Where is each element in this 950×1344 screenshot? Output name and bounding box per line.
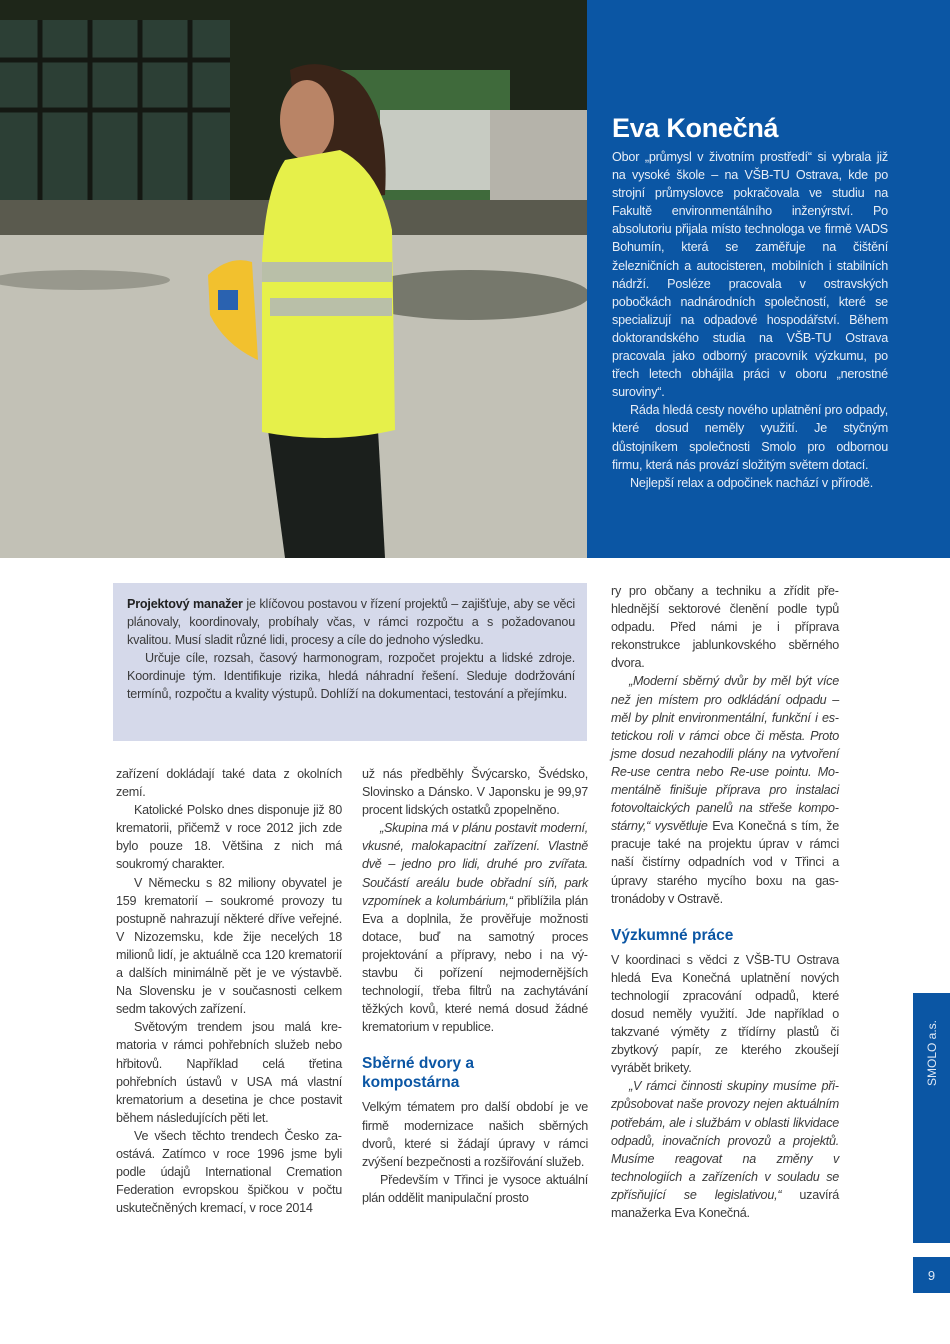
info-box-paragraph: Určuje cíle, rozsah, časový harmonogram, rozpočet projektu a lidské zdroje. Koordinuje tým. Identifikuje rizika, hledá náhradní řešení. Sleduje dodržování termínů, rozpočtu a kvality výstupů. Dohlíží na dokumentaci, testování a přejímku. [127,651,575,702]
quote-attribution: přiblížila plán Eva a doplnila, že prověřuje možnosti dotace, buď na samotný proces projektování a přípravy, nebo i na výstavbu či pořízení nejmodernějších technologií, třeba filtrů na zachytávání těžkých kovů, které nemá dosud žádné krematorium v republice. [362,893,588,1035]
bio-paragraph: Ráda hledá cesty nového uplatnění pro odpady, které dosud neměly využití. Je styčným důstojníkem společnosti Smolo pro odbornou firmu, která nás provází složitým světem dotací. [612,403,888,472]
quote-attribution: uzavírá manažerka Eva Konečná. [611,1187,839,1220]
paragraph: ry pro občany a techniku a zřídit přehlednější sektorové členění podle typů odpadu. Před námi je i příprava rekonstrukce jablunkovského sběrného dvora. [611,584,839,671]
page-number: 9 [913,1257,950,1293]
quote: „Moderní sběrný dvůr by měl být více než jen místem pro odkládání odpadu – měl by plnit environmentální, funkční i estetickou roli v rámci obce či města. Proto jsme dosud nezahodili plány na vytvoření Re-use centra nebo Re-use pointu. Momentálně finišuje příprava pro instalaci fotovoltaických panelů na střeše kompostárny,“ vysvětluje [611,674,839,834]
paragraph [362,819,588,1036]
info-box-lead-rest: je klíčovou postavou v řízení projektů – zajišťuje, aby se věci plánovaly, koordinovaly, probíhaly včas, v rámci rozpočtu a s požadovanou kvalitou. Musí sladit různé lidi, procesy a cíle do jednoho výsledku. [127,597,575,648]
paragraph: Světovým trendem jsou malá krematoria v rámci pohřebních služeb nebo hřbitovů. Například celá třetina pohřebních ústavů v USA má vlastní krematorium a desetina je chce postavit během následujících pěti let. [116,1020,342,1125]
paragraph [611,1077,839,1222]
paragraph: Katolické Polsko dnes disponuje již 80 krematorii, přičemž v roce 2012 jich zde bylo pouze 18. Většina z nich má soukromý charakter. [116,803,342,872]
side-tab-label: SMOLO a.s. [924,1019,939,1087]
quote-attribution: Eva Konečná s tím, že pracuje také na projektu úprav v rámci naší čistírny odpadních vod v Třinci a úpravy starého mycího boxu na gastronádoby v Ostravě. [611,819,839,906]
paragraph: zařízení dokládají také data z okolních zemí. [116,767,342,800]
paragraph: V koordinaci s vědci z VŠB-TU Ostrava hledá Eva Konečná uplatnění nových technologií zpracování odpadů, které dosud neměly využití. Jde například o takzvané výměty z třídírny plastů či zbytkový papír, ze kterého zkoušejí vyrábět brikety. [611,952,839,1076]
article-column-2 [362,765,588,1207]
section-heading: Výzkumné práce [611,926,734,944]
article-column-1 [116,765,342,1217]
bio-paragraph: Obor „průmysl v životním prostředí“ si vybrala již na vysoké škole – na VŠB-TU Ostrava, kde po strojní průmyslovce pokračovala ve studiu na Fakultě environmentálního inženýrství. Po absolutoriu přijala místo technologa ve firmě VADS Bohumín, která se zaměřuje na čištění železničních a autocisteren, mobilních i stabilních nádrží. Posléze pracovala v ostravských pobočkách nadnárodních společností, které se specializují na odpadové hospodářství. Během doktorandského studia na VŠB-TU Ostrava pracovala jako odborný pracovník výzkumu, po třech letech obhájila práci v oboru „nerostné suroviny“. [612,150,888,400]
paragraph: V Německu s 82 miliony obyvatel je 159 krematorií – soukromé provozy tu postupně nahrazují některé dříve veřejné. V Nizozemsku, kde žije necelých 18 milionů lidí, je aktuálně cca 120 krematorií a dalších minimálně pět je ve výstavbě. Na Slovensku je v současnosti celkem sedm takových zařízení. [116,875,342,1017]
reflective-stripe-2 [270,298,392,316]
paragraph [611,672,839,907]
info-box-paragraph [127,595,575,649]
reflective-stripe-1 [262,262,392,282]
hi-vis-jacket [262,150,395,438]
bio-text [612,148,888,492]
trousers [268,430,385,558]
article-column-3 [611,582,839,1222]
quote: „V rámci činnosti skupiny musíme přizpůsobovat naše provozy nejen aktuálním potřebám, ale i službám v oblasti likvidace odpadů, inovačních provozů a projektů. Musíme reagovat na změny v technologiích a zařízeních v souladu se zpřísňující se legislativou,“ [611,1079,839,1202]
bio-paragraph: Nejlepší relax a odpočinek nachází v přírodě. [630,475,874,490]
section-side-tab [913,993,950,1243]
bio-title: Eva Konečná [612,113,779,143]
hard-hat-logo [218,290,238,310]
photo-illustration [0,0,587,558]
paragraph: Především v Třinci je vysoce aktuální plán oddělit manipulační prosto [362,1172,588,1205]
info-box-text [127,595,575,704]
face [280,80,334,160]
paragraph: Ve všech těchto trendech Česko zaostává. Zatímco v roce 1996 jsme byli podle údajů International Cremation Federation evropskou špičkou v počtu uskutečněných kremací, v roce 2014 [116,1128,342,1216]
paragraph: Velkým tématem pro další období je ve firmě modernizace našich sběrných dvorů, které si žádají úpravy v rámci zvýšení bezpečnosti a rozšiřování služeb. [362,1100,588,1169]
paragraph: už nás předběhly Švýcarsko, Švédsko, Slovinsko a Dánsko. V Japonsku je 99,97 procent lidských ostatků zpopelněno. [362,767,588,818]
quote: „Skupina má v plánu postavit moderní, vkusné, malokapacitní zařízení. Vlastně dvě – jedno pro lidi, druhé pro zvířata. Součástí areálu bude obřadní síň, park vzpomínek a kolumbárium,“ [362,821,588,908]
section-heading: Sběrné dvory a kompostárna [362,1055,474,1092]
info-box-lead: Projektový manažer [127,597,243,611]
portrait-photo [0,0,587,558]
